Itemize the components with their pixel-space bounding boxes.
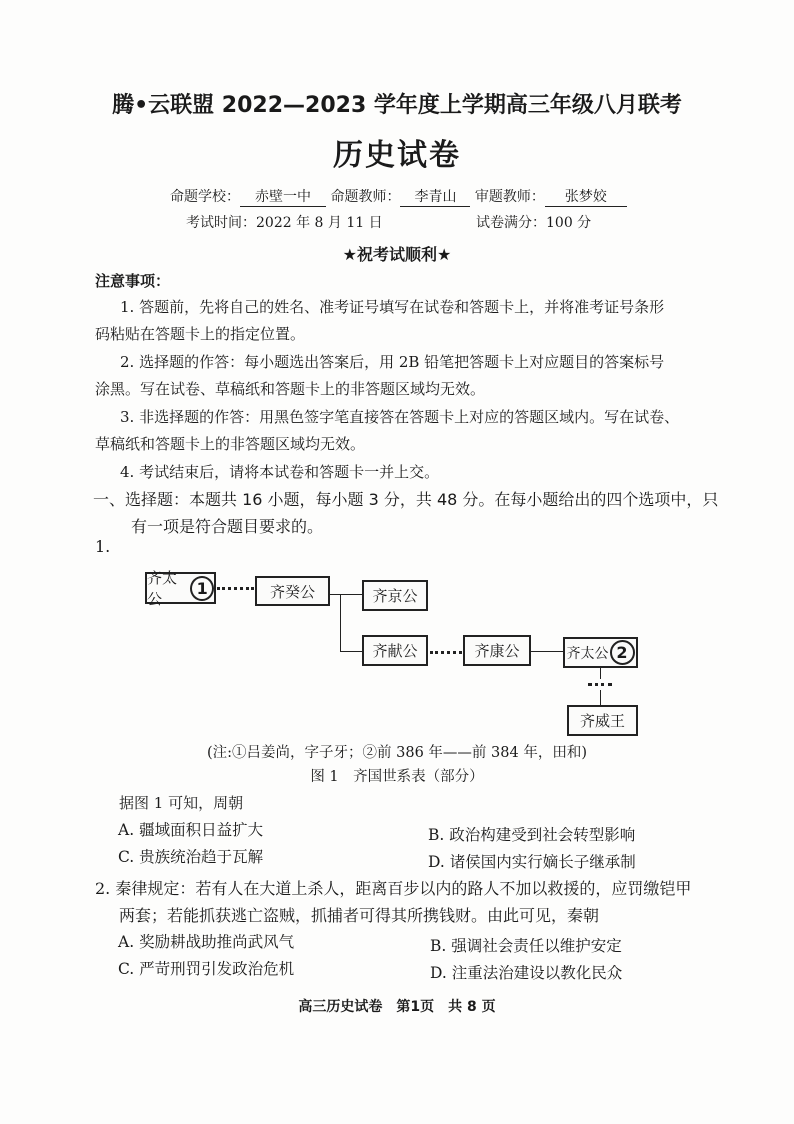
option-letter: C. xyxy=(118,960,135,978)
q1-option-b[interactable] xyxy=(428,823,635,845)
notice-heading: 注意事项： xyxy=(95,272,171,290)
connector-line xyxy=(330,594,362,595)
circled-2-icon: 2 xyxy=(610,640,635,665)
connector-line xyxy=(531,651,563,652)
node-label: 齐太公 xyxy=(566,645,609,662)
q2-option-b[interactable] xyxy=(430,934,622,956)
dotted-connector xyxy=(217,587,254,590)
node-qi-guigong xyxy=(255,576,330,606)
option-text: 疆域面积日益扩大 xyxy=(139,821,264,839)
notice-item-1: 1. 答题前，先将自己的姓名、准考证号填写在试卷和答题卡上，并将准考证号条形 xyxy=(120,298,665,316)
node-label: 齐癸公 xyxy=(269,582,315,601)
notice-item-3-cont: 草稿纸和答题卡上的非答题区域均无效。 xyxy=(95,435,366,453)
question-2-number: 2. xyxy=(95,879,111,898)
figure-caption: 图 1 齐国世系表（部分） xyxy=(310,769,484,785)
reviewer-label: 审题教师： xyxy=(474,189,545,205)
section-heading-cont: 有一项是符合题目要求的。 xyxy=(131,517,324,536)
time-value: 2022 年 8 月 11 日 xyxy=(256,215,383,231)
exam-series-title: 腾•云联盟 2022—2023 学年度上学期高三年级八月联考 xyxy=(112,93,682,118)
node-label: 齐太公 xyxy=(147,569,178,608)
notice-item-1-cont: 码粘贴在答题卡上的指定位置。 xyxy=(95,325,306,343)
question-2-stem xyxy=(95,876,691,899)
exam-time xyxy=(186,212,383,232)
node-qi-taigong-2 xyxy=(563,637,638,668)
node-qi-kanggong xyxy=(463,635,531,666)
q1-option-c[interactable] xyxy=(118,845,263,867)
q1-option-a[interactable] xyxy=(118,818,263,840)
score-label: 试卷满分： xyxy=(476,215,546,231)
option-text: 政治构建受到社会转型影响 xyxy=(449,826,636,844)
node-qi-weiwang xyxy=(567,705,638,736)
notice-item-2: 2. 选择题的作答：每小题选出答案后，用 2B 铅笔把答题卡上对应题目的答案标号 xyxy=(120,353,665,371)
option-letter: D. xyxy=(430,964,447,982)
time-label: 考试时间： xyxy=(186,215,256,231)
node-label: 齐威王 xyxy=(579,712,625,730)
subject-title: 历史试卷 xyxy=(333,138,461,173)
connector-line xyxy=(600,690,601,705)
node-label: 齐献公 xyxy=(372,642,418,660)
dotted-connector xyxy=(588,683,612,686)
school-value: 赤壁一中 xyxy=(240,186,326,207)
option-text: 注重法治建设以教化民众 xyxy=(451,964,623,982)
node-label: 齐京公 xyxy=(372,587,418,605)
option-letter: B. xyxy=(430,937,447,955)
q2-option-c[interactable] xyxy=(118,957,294,979)
connector-line xyxy=(600,668,601,679)
good-luck-banner: ★祝考试顺利★ xyxy=(342,245,452,264)
circled-1-icon: 1 xyxy=(190,576,214,601)
exam-authors-line xyxy=(170,186,627,207)
reviewer-value: 张梦姣 xyxy=(545,186,627,207)
section-heading: 一、选择题：本题共 16 小题，每小题 3 分，共 48 分。在每小题给出的四个选项中，只 xyxy=(93,490,719,509)
option-text: 严苛刑罚引发政治危机 xyxy=(139,960,295,978)
page-footer: 高三历史试卷 第1页 共 8 页 xyxy=(298,999,496,1015)
dotted-connector xyxy=(430,651,462,654)
author-label: 命题教师： xyxy=(330,189,401,205)
node-label: 齐康公 xyxy=(474,642,520,660)
question-2-stem-line2: 两套；若能抓获逃亡盗贼，抓捕者可得其所携钱财。由此可见，秦朝 xyxy=(119,906,600,925)
author-value: 李青山 xyxy=(400,186,470,207)
exam-score xyxy=(476,212,591,232)
option-text: 诸侯国内实行嫡长子继承制 xyxy=(449,853,636,871)
option-letter: C. xyxy=(118,848,135,866)
q1-option-d[interactable] xyxy=(428,850,636,872)
option-text: 贵族统治趋于瓦解 xyxy=(139,848,264,866)
option-text: 强调社会责任以维护安定 xyxy=(451,937,622,955)
q2-option-d[interactable] xyxy=(430,961,622,983)
option-text: 奖励耕战助推尚武风气 xyxy=(139,933,295,951)
connector-line xyxy=(340,594,341,651)
figure-note: (注:①吕姜尚，字子牙；②前 386 年——前 384 年，田和) xyxy=(207,745,587,761)
question-1-number: 1. xyxy=(95,537,111,556)
node-qi-taigong-1 xyxy=(145,569,216,608)
q2-option-a[interactable] xyxy=(118,930,294,952)
notice-item-2-cont: 涂黑。写在试卷、草稿纸和答题卡上的非答题区域均无效。 xyxy=(95,380,486,398)
school-label: 命题学校： xyxy=(170,189,240,205)
connector-line xyxy=(340,651,362,652)
notice-item-4: 4. 考试结束后，请将本试卷和答题卡一并上交。 xyxy=(120,463,440,481)
option-letter: D. xyxy=(428,853,445,871)
node-qi-xiangong xyxy=(362,635,428,666)
option-letter: A. xyxy=(118,933,135,951)
notice-item-3: 3. 非选择题的作答：用黑色签字笔直接答在答题卡上对应的答题区域内。写在试卷、 xyxy=(120,408,680,426)
node-qi-jinggong xyxy=(362,580,428,611)
option-letter: B. xyxy=(428,826,445,844)
question-1-stem: 据图 1 可知，周朝 xyxy=(119,794,244,812)
score-value: 100 分 xyxy=(546,215,592,231)
option-letter: A. xyxy=(118,821,135,839)
question-2-stem-line1: 秦律规定：若有人在大道上杀人，距离百步以内的路人不加以救援的，应罚缴铠甲 xyxy=(115,879,692,898)
